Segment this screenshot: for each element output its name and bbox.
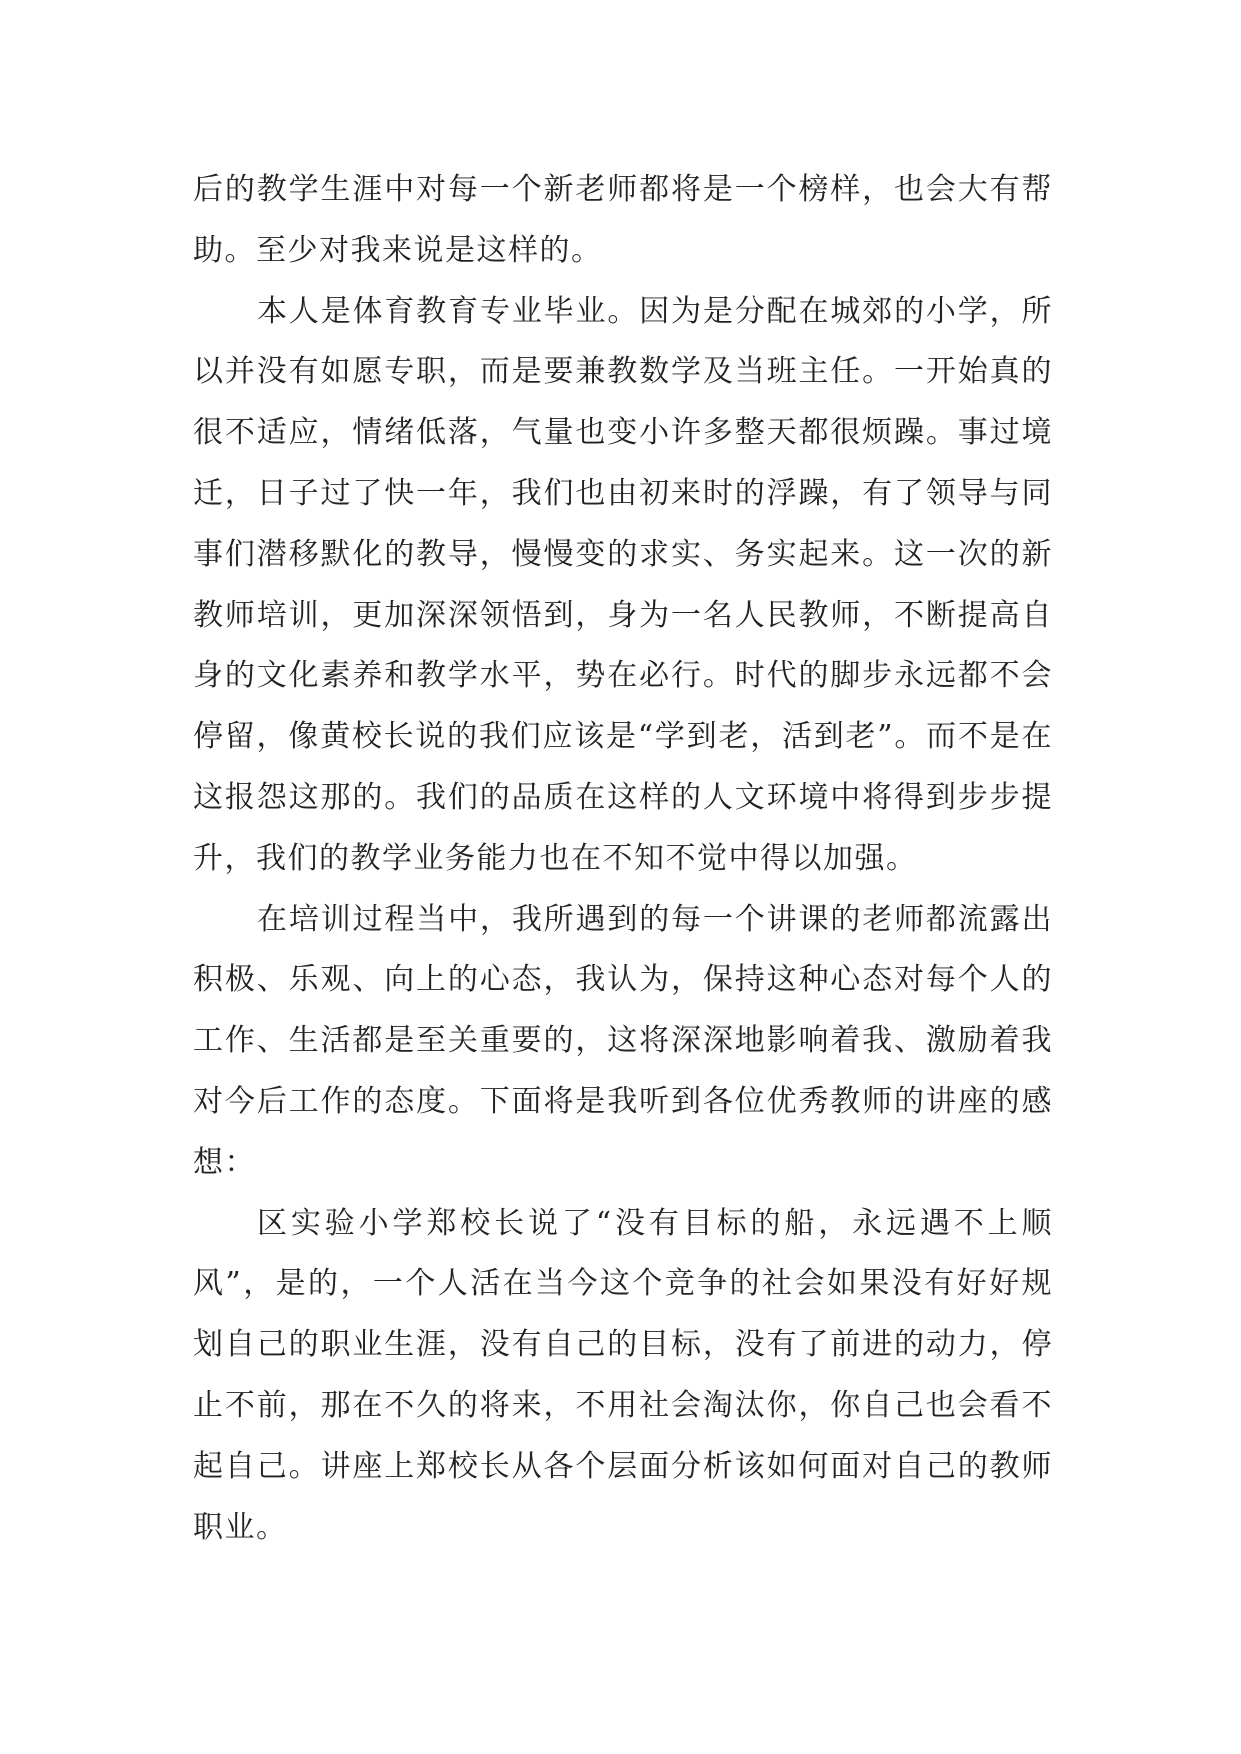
paragraph-3: 在培训过程当中，我所遇到的每一个讲课的老师都流露出积极、乐观、向上的心态，我认为，保持这种心态对每个人的工作、生活都是至关重要的，这将深深地影响着我、激励着我对今后工作的态度。下面将是我听到各位优秀教师的讲座的感想： xyxy=(193,901,1053,1180)
paragraph-2: 本人是体育教育专业毕业。因为是分配在城郊的小学，所以并没有如愿专职，而是要兼教数学及当班主任。一开始真的很不适应，情绪低落，气量也变小许多整天都很烦躁。事过境迁，日子过了快一年，我们也由初来时的浮躁，有了领导与同事们潜移默化的教导，慢慢变的求实、务实起来。这一次的新教师培训，更加深深领悟到，身为一名人民教师，不断提高自身的文化素养和教学水平，势在必行。时代的脚步永远都不会停留，像黄校长说的我们应该是“学到老，活到老”。而不是在这报怨这那的。我们的品质在这样的人文环境中将得到步步提升，我们的教学业务能力也在不知不觉中得以加强。 xyxy=(193,293,1053,876)
paragraph-1: 后的教学生涯中对每一个新老师都将是一个榜样，也会大有帮助。至少对我来说是这样的。 xyxy=(193,172,1053,268)
document-body xyxy=(193,160,1053,1558)
paragraph-4: 区实验小学郑校长说了“没有目标的船，永远遇不上顺风”，是的，一个人活在当今这个竞争的社会如果没有好好规划自己的职业生涯，没有自己的目标，没有了前进的动力，停止不前，那在不久的将来，不用社会淘汰你，你自己也会看不起自己。讲座上郑校长从各个层面分析该如何面对自己的教师职业。 xyxy=(193,1205,1053,1545)
